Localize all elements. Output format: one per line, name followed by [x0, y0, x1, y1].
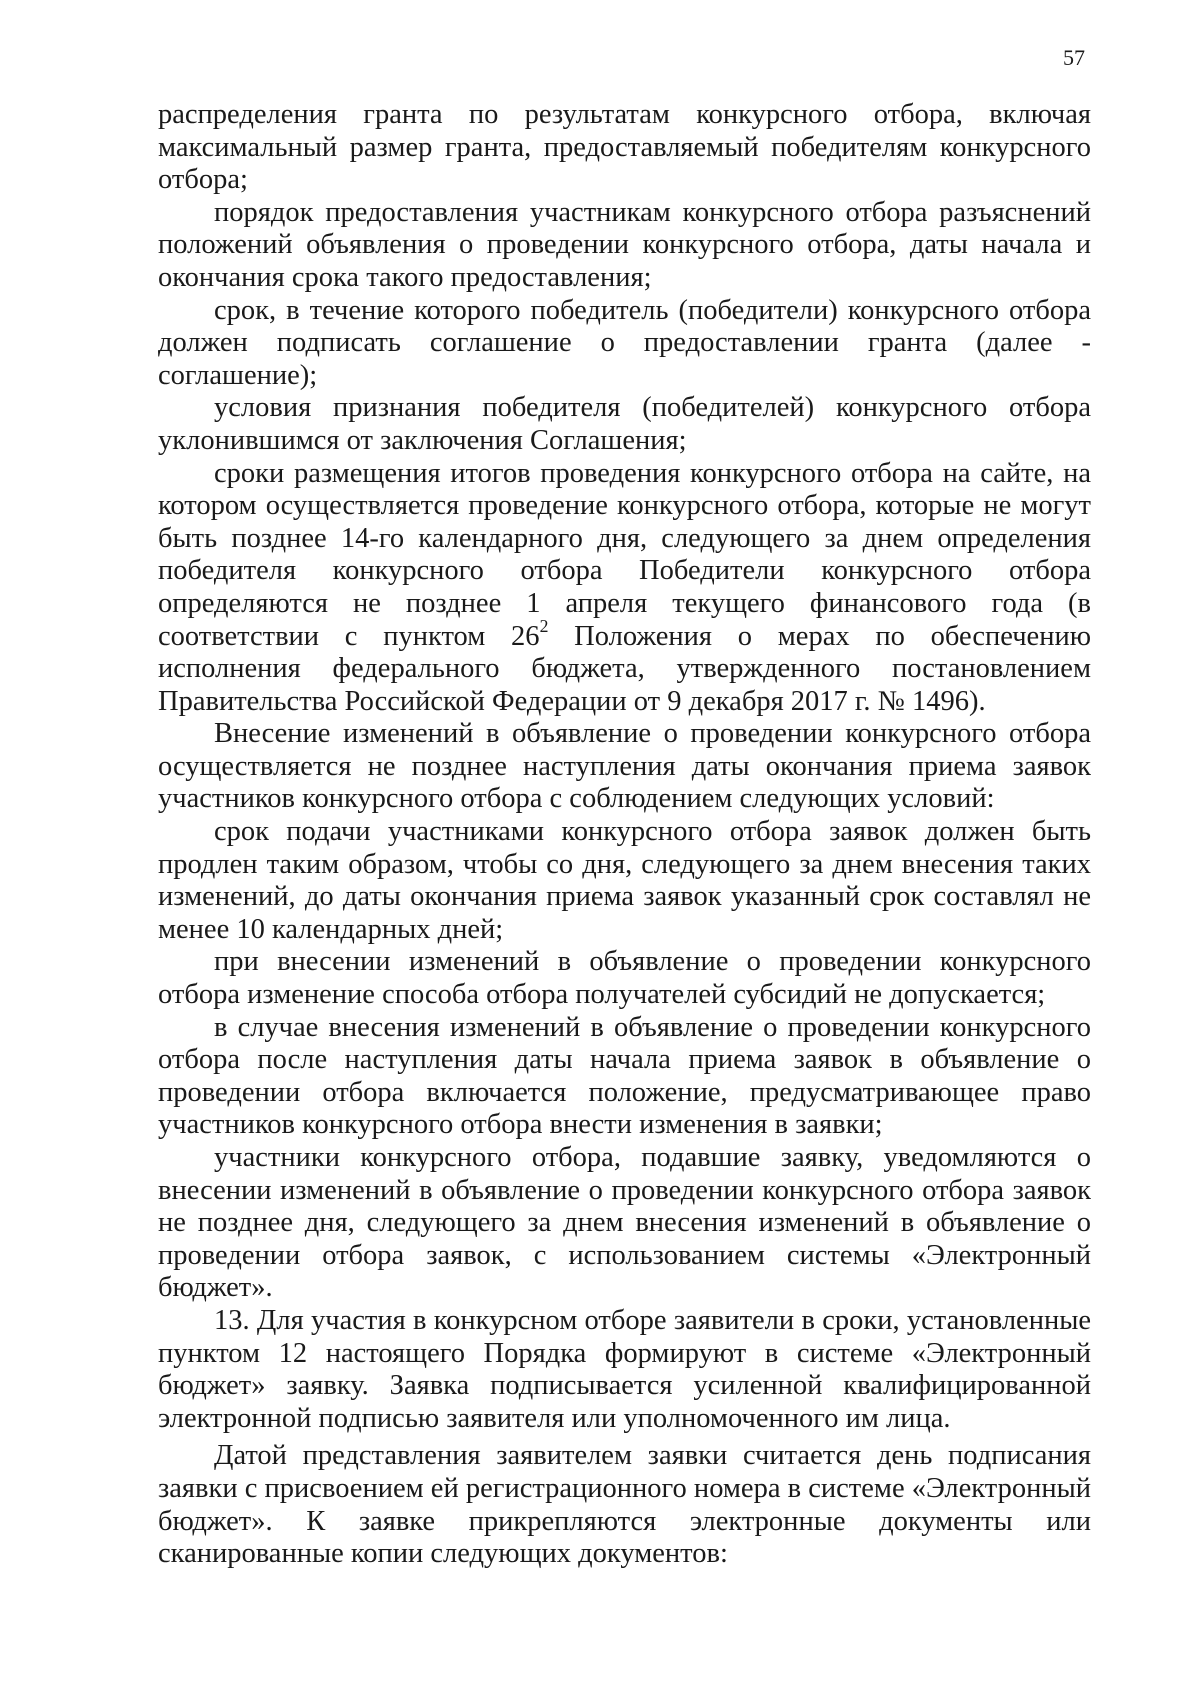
paragraph-agreement-deadline: срок, в течение которого победитель (победители) конкурсного отбора должен подписать соглашение о предоставлении гранта (далее - соглашение); [158, 294, 1091, 391]
paragraph-evasion-conditions: условия признания победителя (победителей) конкурсного отбора уклонившимся от заключения Соглашения; [158, 392, 1091, 456]
paragraph-clarification-procedure: порядок предоставления участникам конкурсного отбора разъяснений положений объявления о проведении конкурсного отбора, даты начала и окончания срока такого предоставления; [158, 196, 1091, 293]
paragraph-section-13: 13. Для участия в конкурсном отборе заявители в сроки, установленные пунктом 12 настоящего Порядка формируют в системе «Электронный бюджет» заявку. Заявка подписывается усиленной квалифицированной электронной подписью заявителя или уполномоченного им лица. [158, 1304, 1091, 1434]
footnote-superscript: 2 [539, 615, 549, 636]
results-text-part-1: сроки размещения итогов проведения конкурсного отбора на сайте, на котором осуществляется проведение конкурсного отбора, которые не могут быть позднее 14-го календарного дня, следующего за днем определения победителя конкурсного отбора Победители конкурсного отбора определяются не позднее 1 апреля текущего финансового года (в соответствии с пунктом 26 [158, 457, 1091, 652]
page-number: 57 [1063, 45, 1085, 70]
paragraph-selection-method: при внесении изменений в объявление о проведении конкурсного отбора изменение способа отбора получателей субсидий не допускается; [158, 946, 1091, 1011]
paragraph-participant-notification: участники конкурсного отбора, подавшие заявку, уведомляются о внесении изменений в объявление о проведении конкурсного отбора заявок не позднее дня, следующего за днем внесения изменений в объявление о проведении отбора заявок, с использованием системы «Электронный бюджет». [158, 1142, 1091, 1304]
paragraph-application-changes: в случае внесения изменений в объявление о проведении конкурсного отбора после наступления даты начала приема заявок в объявление о проведении отбора включается положение, предусматривающее право участников конкурсного отбора внести изменения в заявки; [158, 1011, 1091, 1141]
paragraph-grant-distribution: распределения гранта по результатам конкурсного отбора, включая максимальный размер гранта, предоставляемый победителям конкурсного отбора; [158, 99, 1091, 196]
paragraph-results-publication [158, 458, 1091, 719]
paragraph-announcement-changes: Внесение изменений в объявление о проведении конкурсного отбора осуществляется не позднее наступления даты окончания приема заявок участников конкурсного отбора с соблюдением следующих условий: [158, 718, 1091, 815]
paragraph-submission-date: Датой представления заявителем заявки считается день подписания заявки с присвоением ей регистрационного номера в системе «Электронный бюджет». К заявке прикрепляются электронные документы или сканированные копии следующих документов: [158, 1440, 1091, 1570]
paragraph-deadline-extension: срок подачи участниками конкурсного отбора заявок должен быть продлен таким образом, чтобы со дня, следующего за днем внесения таких изменений, до даты окончания приема заявок указанный срок составлял не менее 10 календарных дней; [158, 816, 1091, 945]
results-text-part-2: Положения о мерах по обеспечению исполнения федерального бюджета, утвержденного постановлением Правительства Российской Федерации от 9 декабря 2017 г. № 1496). [158, 620, 1091, 717]
document-body [158, 99, 1091, 1571]
